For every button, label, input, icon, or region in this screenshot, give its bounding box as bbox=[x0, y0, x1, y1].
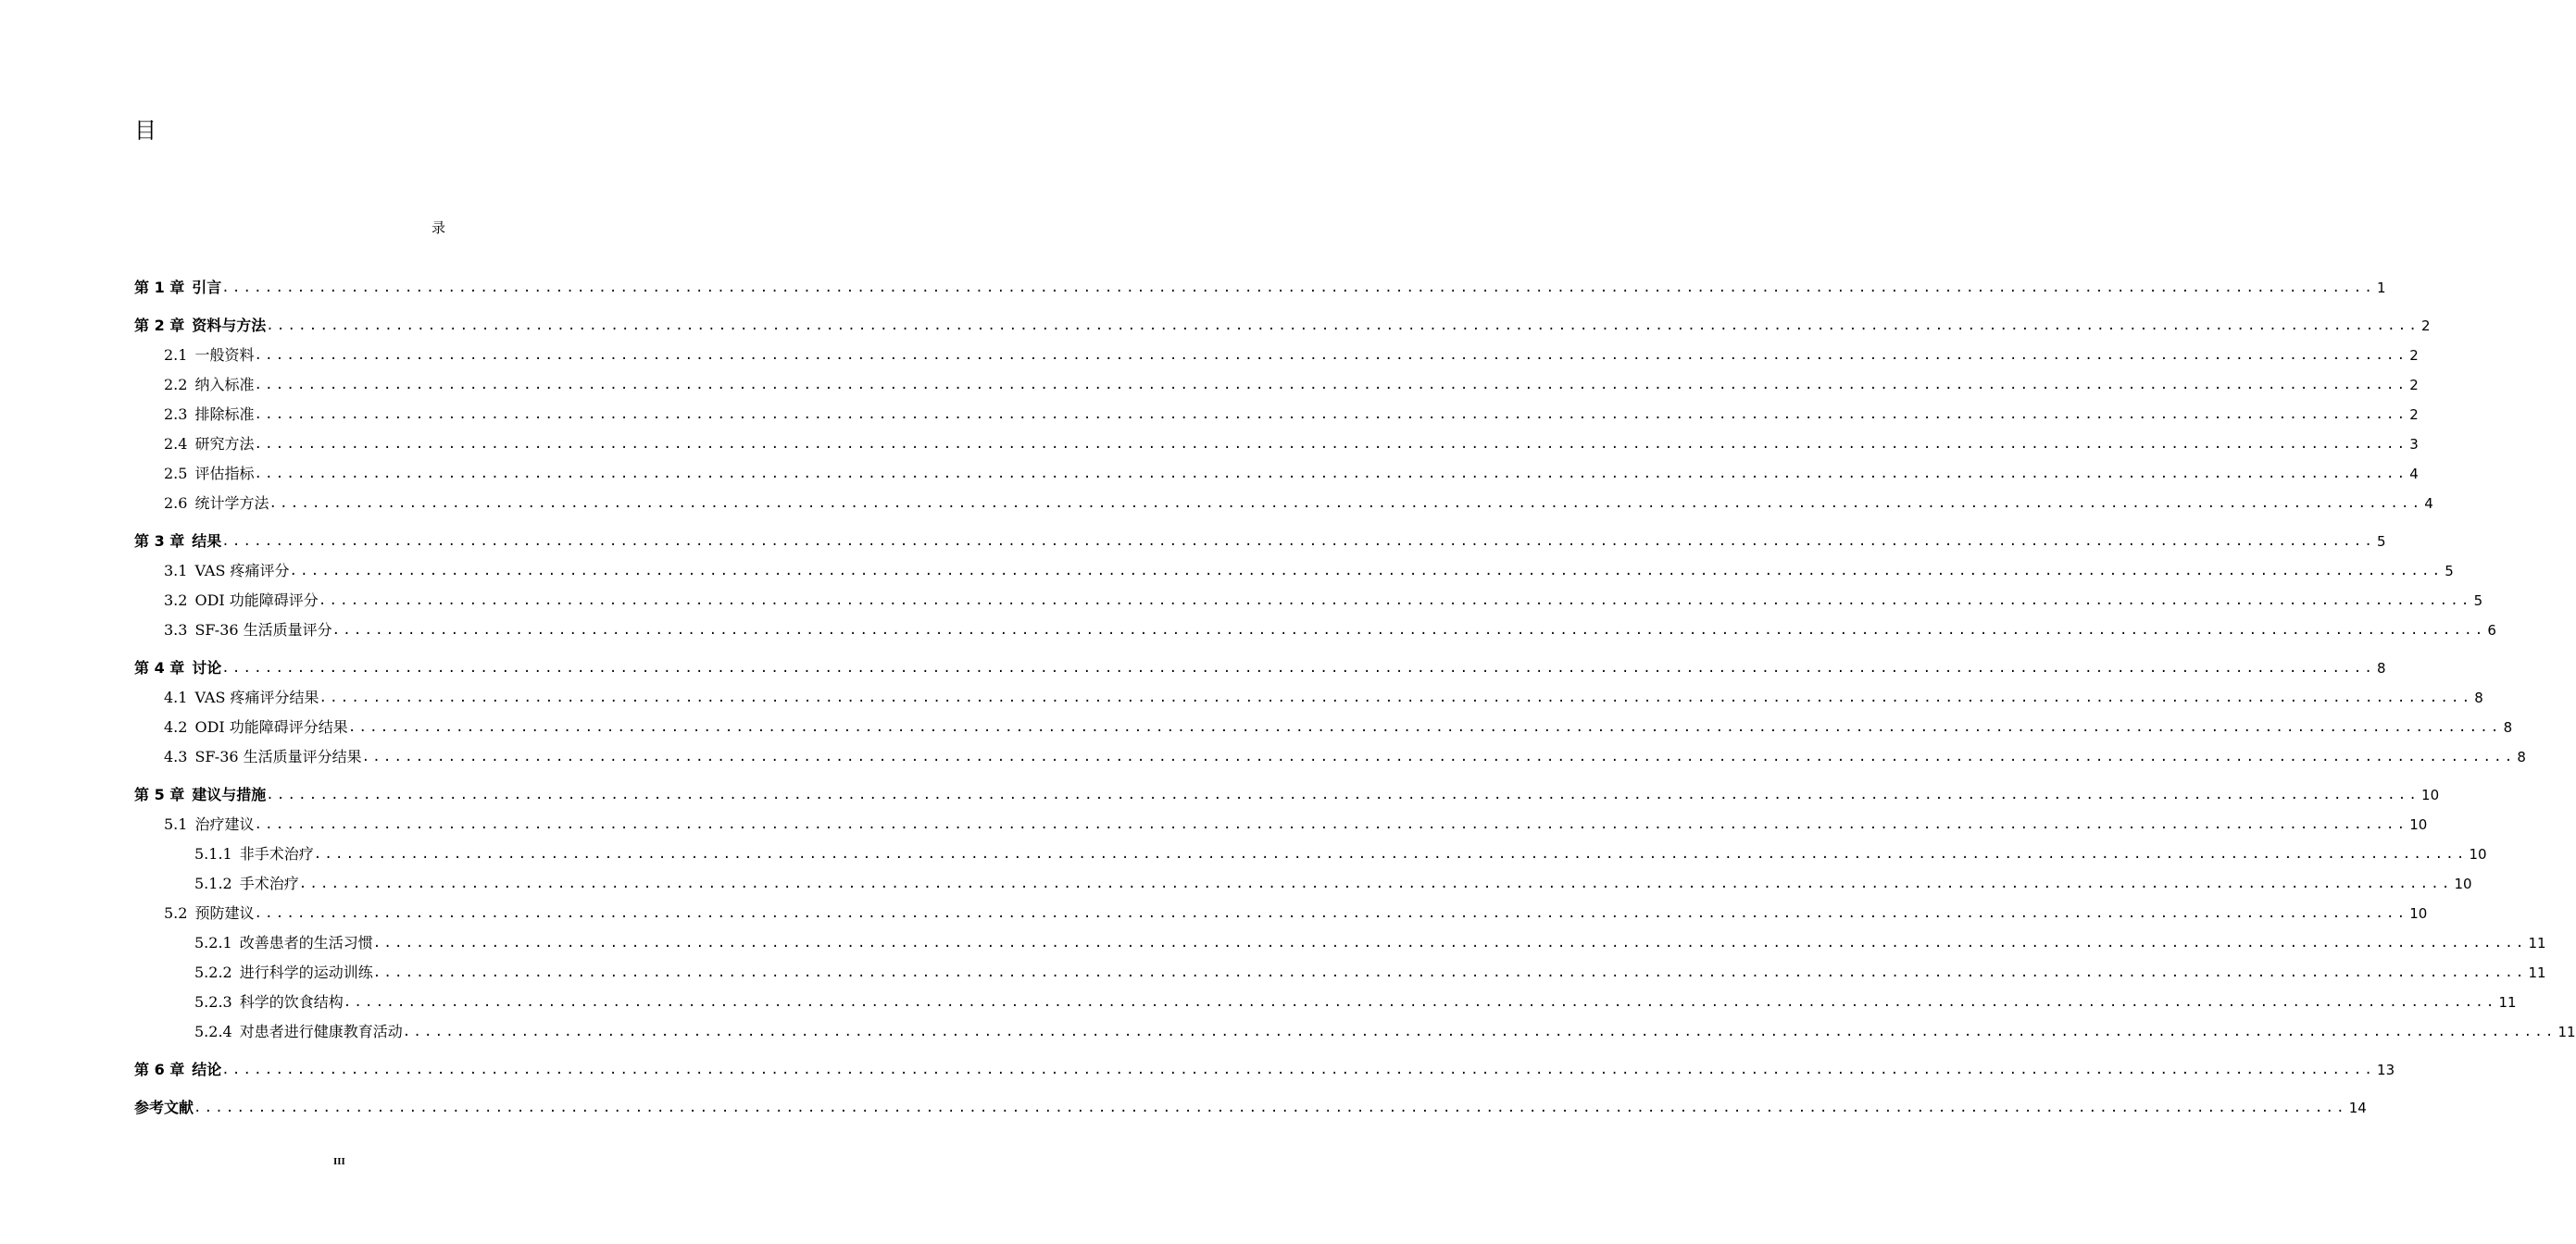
toc-entry-number: 5.2.3 bbox=[194, 993, 232, 1011]
footer-page-number: III bbox=[333, 1156, 345, 1167]
toc-entry-page: 3 bbox=[2409, 436, 2419, 453]
toc-entry-page: 10 bbox=[2454, 876, 2472, 892]
toc-entry[interactable] bbox=[164, 373, 2419, 395]
toc-dot-leader: ........................................................................................................................................................................................................ bbox=[361, 750, 2516, 765]
toc-entry-number: 2.3 bbox=[164, 405, 188, 423]
toc-entry-text bbox=[164, 903, 254, 924]
toc-entry-text bbox=[164, 345, 254, 366]
toc-entry[interactable] bbox=[164, 902, 2428, 924]
toc-dot-leader: ........................................................................................................................................................................................................ bbox=[194, 1101, 2347, 1115]
toc-entry-text bbox=[164, 620, 332, 641]
toc-entry-text bbox=[164, 591, 319, 611]
toc-entry-text bbox=[194, 992, 344, 1013]
toc-dot-leader: ........................................................................................................................................................................................................ bbox=[313, 847, 2468, 862]
toc-entry-number: 2.2 bbox=[164, 376, 188, 393]
toc-entry[interactable] bbox=[194, 1020, 2576, 1042]
toc-entry-title: 引言 bbox=[192, 279, 222, 296]
toc-entry-page: 11 bbox=[2528, 935, 2546, 952]
toc-entry-number: 3.2 bbox=[164, 591, 188, 609]
toc-entry-title: ODI 功能障碍评分 bbox=[194, 591, 319, 609]
toc-entry-number: 5.1.1 bbox=[194, 845, 232, 863]
toc-entry-page: 8 bbox=[2503, 719, 2513, 736]
toc-entry-page: 4 bbox=[2409, 466, 2419, 482]
toc-entry-number: 3.1 bbox=[164, 562, 188, 579]
toc-entry[interactable] bbox=[194, 961, 2546, 983]
toc-entry-page: 5 bbox=[2445, 563, 2454, 579]
toc-entry-text bbox=[194, 1022, 403, 1042]
toc-entry[interactable] bbox=[164, 491, 2433, 514]
toc-entry-page: 11 bbox=[2498, 994, 2517, 1011]
toc-dot-leader: ........................................................................................................................................................................................................ bbox=[254, 437, 2408, 452]
toc-entry-title: 纳入标准 bbox=[194, 376, 255, 393]
toc-entry-text bbox=[164, 561, 290, 581]
toc-dot-leader: ........................................................................................................................................................................................................ bbox=[266, 318, 2420, 333]
toc-entry[interactable] bbox=[164, 715, 2513, 738]
toc-dot-leader: ........................................................................................................................................................................................................ bbox=[221, 1063, 2376, 1077]
toc-entry-title: 改善患者的生活习惯 bbox=[239, 934, 373, 952]
toc-entry[interactable] bbox=[164, 618, 2496, 641]
toc-entry-page: 8 bbox=[2474, 690, 2483, 706]
toc-entry[interactable] bbox=[134, 1096, 2367, 1118]
toc-entry-title: 资料与方法 bbox=[192, 317, 267, 334]
toc-entry-page: 11 bbox=[2528, 964, 2546, 981]
toc-dot-leader: ........................................................................................................................................................................................................ bbox=[221, 534, 2376, 549]
toc-dot-leader: ........................................................................................................................................................................................................ bbox=[221, 280, 2376, 295]
toc-entry-title: 参考文献 bbox=[134, 1099, 194, 1116]
toc-entry-page: 2 bbox=[2409, 377, 2419, 393]
toc-entry-page: 1 bbox=[2377, 280, 2386, 296]
toc-entry-number: 2.6 bbox=[164, 494, 188, 512]
toc-entry-text bbox=[134, 1060, 221, 1080]
toc-entry-page: 2 bbox=[2421, 317, 2431, 334]
toc-dot-leader: ........................................................................................................................................................................................................ bbox=[269, 496, 2423, 511]
toc-entry[interactable] bbox=[164, 589, 2483, 611]
toc-entry[interactable] bbox=[164, 403, 2419, 425]
toc-entry-page: 2 bbox=[2409, 347, 2419, 364]
toc-entry-text bbox=[194, 933, 373, 953]
toc-entry-title: VAS 疼痛评分 bbox=[194, 562, 290, 579]
toc-entry-title: 对患者进行健康教育活动 bbox=[239, 1023, 403, 1040]
toc-entry-page: 14 bbox=[2348, 1100, 2367, 1116]
toc-dot-leader: ........................................................................................................................................................................................................ bbox=[221, 661, 2376, 676]
toc-dot-leader: ........................................................................................................................................................................................................ bbox=[266, 788, 2420, 802]
toc-entry[interactable] bbox=[164, 559, 2454, 581]
toc-entry[interactable] bbox=[164, 813, 2428, 835]
toc-entry-number: 4.1 bbox=[164, 689, 188, 706]
toc-dot-leader: ........................................................................................................................................................................................................ bbox=[254, 348, 2408, 363]
toc-entry-text bbox=[164, 493, 269, 514]
toc-entry-number: 第 4 章 bbox=[134, 659, 185, 677]
toc-dot-leader: ........................................................................................................................................................................................................ bbox=[254, 378, 2408, 392]
toc-entry-title: 进行科学的运动训练 bbox=[239, 964, 373, 981]
toc-entry[interactable] bbox=[134, 314, 2431, 336]
toc-entry[interactable] bbox=[194, 990, 2517, 1013]
toc-entry-page: 8 bbox=[2517, 749, 2526, 765]
toc-entry-title: 一般资料 bbox=[194, 346, 255, 364]
toc-entry-page: 11 bbox=[2557, 1024, 2576, 1040]
toc-entry-title: 建议与措施 bbox=[192, 786, 267, 803]
toc-entry-title: 统计学方法 bbox=[194, 494, 269, 512]
toc-dot-leader: ........................................................................................................................................................................................................ bbox=[347, 720, 2502, 735]
toc-entry[interactable] bbox=[134, 276, 2386, 298]
toc-dot-leader: ........................................................................................................................................................................................................ bbox=[254, 906, 2408, 921]
toc-entry-text bbox=[164, 375, 254, 395]
toc-entry-page: 10 bbox=[2469, 846, 2487, 863]
toc-entry[interactable] bbox=[194, 931, 2546, 953]
toc-entry[interactable] bbox=[164, 745, 2526, 767]
toc-entry[interactable] bbox=[164, 343, 2419, 366]
toc-dot-leader: ........................................................................................................................................................................................................ bbox=[372, 936, 2527, 951]
toc-entry[interactable] bbox=[164, 686, 2483, 708]
toc-entry-text bbox=[134, 316, 266, 336]
toc-entry-page: 10 bbox=[2409, 905, 2428, 922]
toc-entry-title: 结论 bbox=[192, 1061, 222, 1078]
toc-entry-number: 2.4 bbox=[164, 435, 188, 453]
toc-entry-number: 4.3 bbox=[164, 748, 188, 765]
toc-entry-page: 2 bbox=[2409, 406, 2419, 423]
toc-entry-page: 4 bbox=[2424, 495, 2433, 512]
toc-entry-number: 3.3 bbox=[164, 621, 188, 639]
toc-entry[interactable] bbox=[194, 872, 2472, 894]
toc-entry-title: SF-36 生活质量评分结果 bbox=[194, 748, 362, 765]
toc-entry-number: 第 2 章 bbox=[134, 317, 185, 334]
toc-entry-text bbox=[164, 434, 254, 454]
toc-entry-title: 排除标准 bbox=[194, 405, 255, 423]
toc-entry-title: 研究方法 bbox=[194, 435, 255, 453]
toc-entry-page: 5 bbox=[2473, 592, 2483, 609]
toc-heading-lu: 录 bbox=[431, 219, 446, 236]
toc-entry-text bbox=[194, 874, 299, 894]
toc-entry-page: 13 bbox=[2377, 1062, 2395, 1078]
toc-entry-text bbox=[164, 688, 319, 708]
toc-entry[interactable] bbox=[134, 783, 2440, 805]
toc-dot-leader: ........................................................................................................................................................................................................ bbox=[402, 1025, 2557, 1039]
toc-entry-number: 第 1 章 bbox=[134, 279, 185, 296]
toc-entry-title: VAS 疼痛评分结果 bbox=[194, 689, 319, 706]
toc-entry-title: 结果 bbox=[192, 532, 222, 550]
toc-dot-leader: ........................................................................................................................................................................................................ bbox=[331, 623, 2486, 638]
toc-dot-leader: ........................................................................................................................................................................................................ bbox=[254, 817, 2408, 832]
toc-entry-text bbox=[134, 658, 221, 678]
toc-entry[interactable] bbox=[134, 1058, 2395, 1080]
toc-entry-number: 5.1 bbox=[164, 815, 188, 833]
toc-entry-number: 4.2 bbox=[164, 718, 188, 736]
toc-entry-text bbox=[134, 531, 221, 552]
toc-entry-text bbox=[194, 963, 373, 983]
toc-entry-number: 5.2.1 bbox=[194, 934, 232, 952]
toc-entry-text bbox=[164, 815, 254, 835]
toc-entry-page: 6 bbox=[2487, 622, 2496, 639]
toc-entry-title: ODI 功能障碍评分结果 bbox=[194, 718, 348, 736]
toc-entry-text bbox=[134, 1098, 194, 1118]
toc-dot-leader: ........................................................................................................................................................................................................ bbox=[289, 564, 2444, 578]
toc-entry-page: 8 bbox=[2377, 660, 2386, 677]
toc-entry-number: 2.1 bbox=[164, 346, 188, 364]
toc-entry-title: SF-36 生活质量评分 bbox=[194, 621, 332, 639]
toc-entry[interactable] bbox=[134, 529, 2386, 552]
toc-entry-page: 5 bbox=[2377, 533, 2386, 550]
toc-entry-number: 5.2 bbox=[164, 904, 188, 922]
toc-entry[interactable] bbox=[164, 462, 2419, 484]
toc-entry-title: 非手术治疗 bbox=[239, 845, 314, 863]
toc-entry-number: 第 6 章 bbox=[134, 1061, 185, 1078]
toc-entry-text bbox=[164, 747, 362, 767]
toc-entry[interactable] bbox=[194, 842, 2487, 865]
toc-entry-text bbox=[164, 464, 254, 484]
toc-dot-leader: ........................................................................................................................................................................................................ bbox=[343, 995, 2497, 1010]
toc-dot-leader: ........................................................................................................................................................................................................ bbox=[254, 466, 2408, 481]
toc-entry-title: 讨论 bbox=[192, 659, 222, 677]
toc-entry-number: 2.5 bbox=[164, 465, 188, 482]
toc-entry-title: 手术治疗 bbox=[239, 875, 299, 892]
toc-entry-text bbox=[194, 844, 314, 865]
toc-entry-text bbox=[134, 278, 221, 298]
toc-entry-page: 10 bbox=[2409, 816, 2428, 833]
toc-entry-number: 5.2.2 bbox=[194, 964, 232, 981]
toc-entry[interactable] bbox=[164, 432, 2419, 454]
toc-entry-number: 第 3 章 bbox=[134, 532, 185, 550]
toc-entry-number: 5.1.2 bbox=[194, 875, 232, 892]
toc-dot-leader: ........................................................................................................................................................................................................ bbox=[254, 407, 2408, 422]
toc-entry-text bbox=[164, 404, 254, 425]
toc-dot-leader: ........................................................................................................................................................................................................ bbox=[372, 965, 2527, 980]
toc-dot-leader: ........................................................................................................................................................................................................ bbox=[319, 690, 2473, 705]
toc-entry-title: 科学的饮食结构 bbox=[239, 993, 344, 1011]
toc-entry-number: 第 5 章 bbox=[134, 786, 185, 803]
toc-entry-text bbox=[134, 785, 266, 805]
toc-entry-title: 预防建议 bbox=[194, 904, 255, 922]
toc-entry[interactable] bbox=[134, 656, 2386, 678]
toc-dot-leader: ........................................................................................................................................................................................................ bbox=[298, 877, 2453, 891]
toc-entry-text bbox=[164, 717, 348, 738]
toc-entry-title: 治疗建议 bbox=[194, 815, 255, 833]
toc-entry-page: 10 bbox=[2421, 787, 2440, 803]
toc-dot-leader: ........................................................................................................................................................................................................ bbox=[318, 593, 2472, 608]
toc-entry-number: 5.2.4 bbox=[194, 1023, 232, 1040]
toc-heading-mu: 目 bbox=[134, 118, 156, 143]
toc-entry-title: 评估指标 bbox=[194, 465, 255, 482]
